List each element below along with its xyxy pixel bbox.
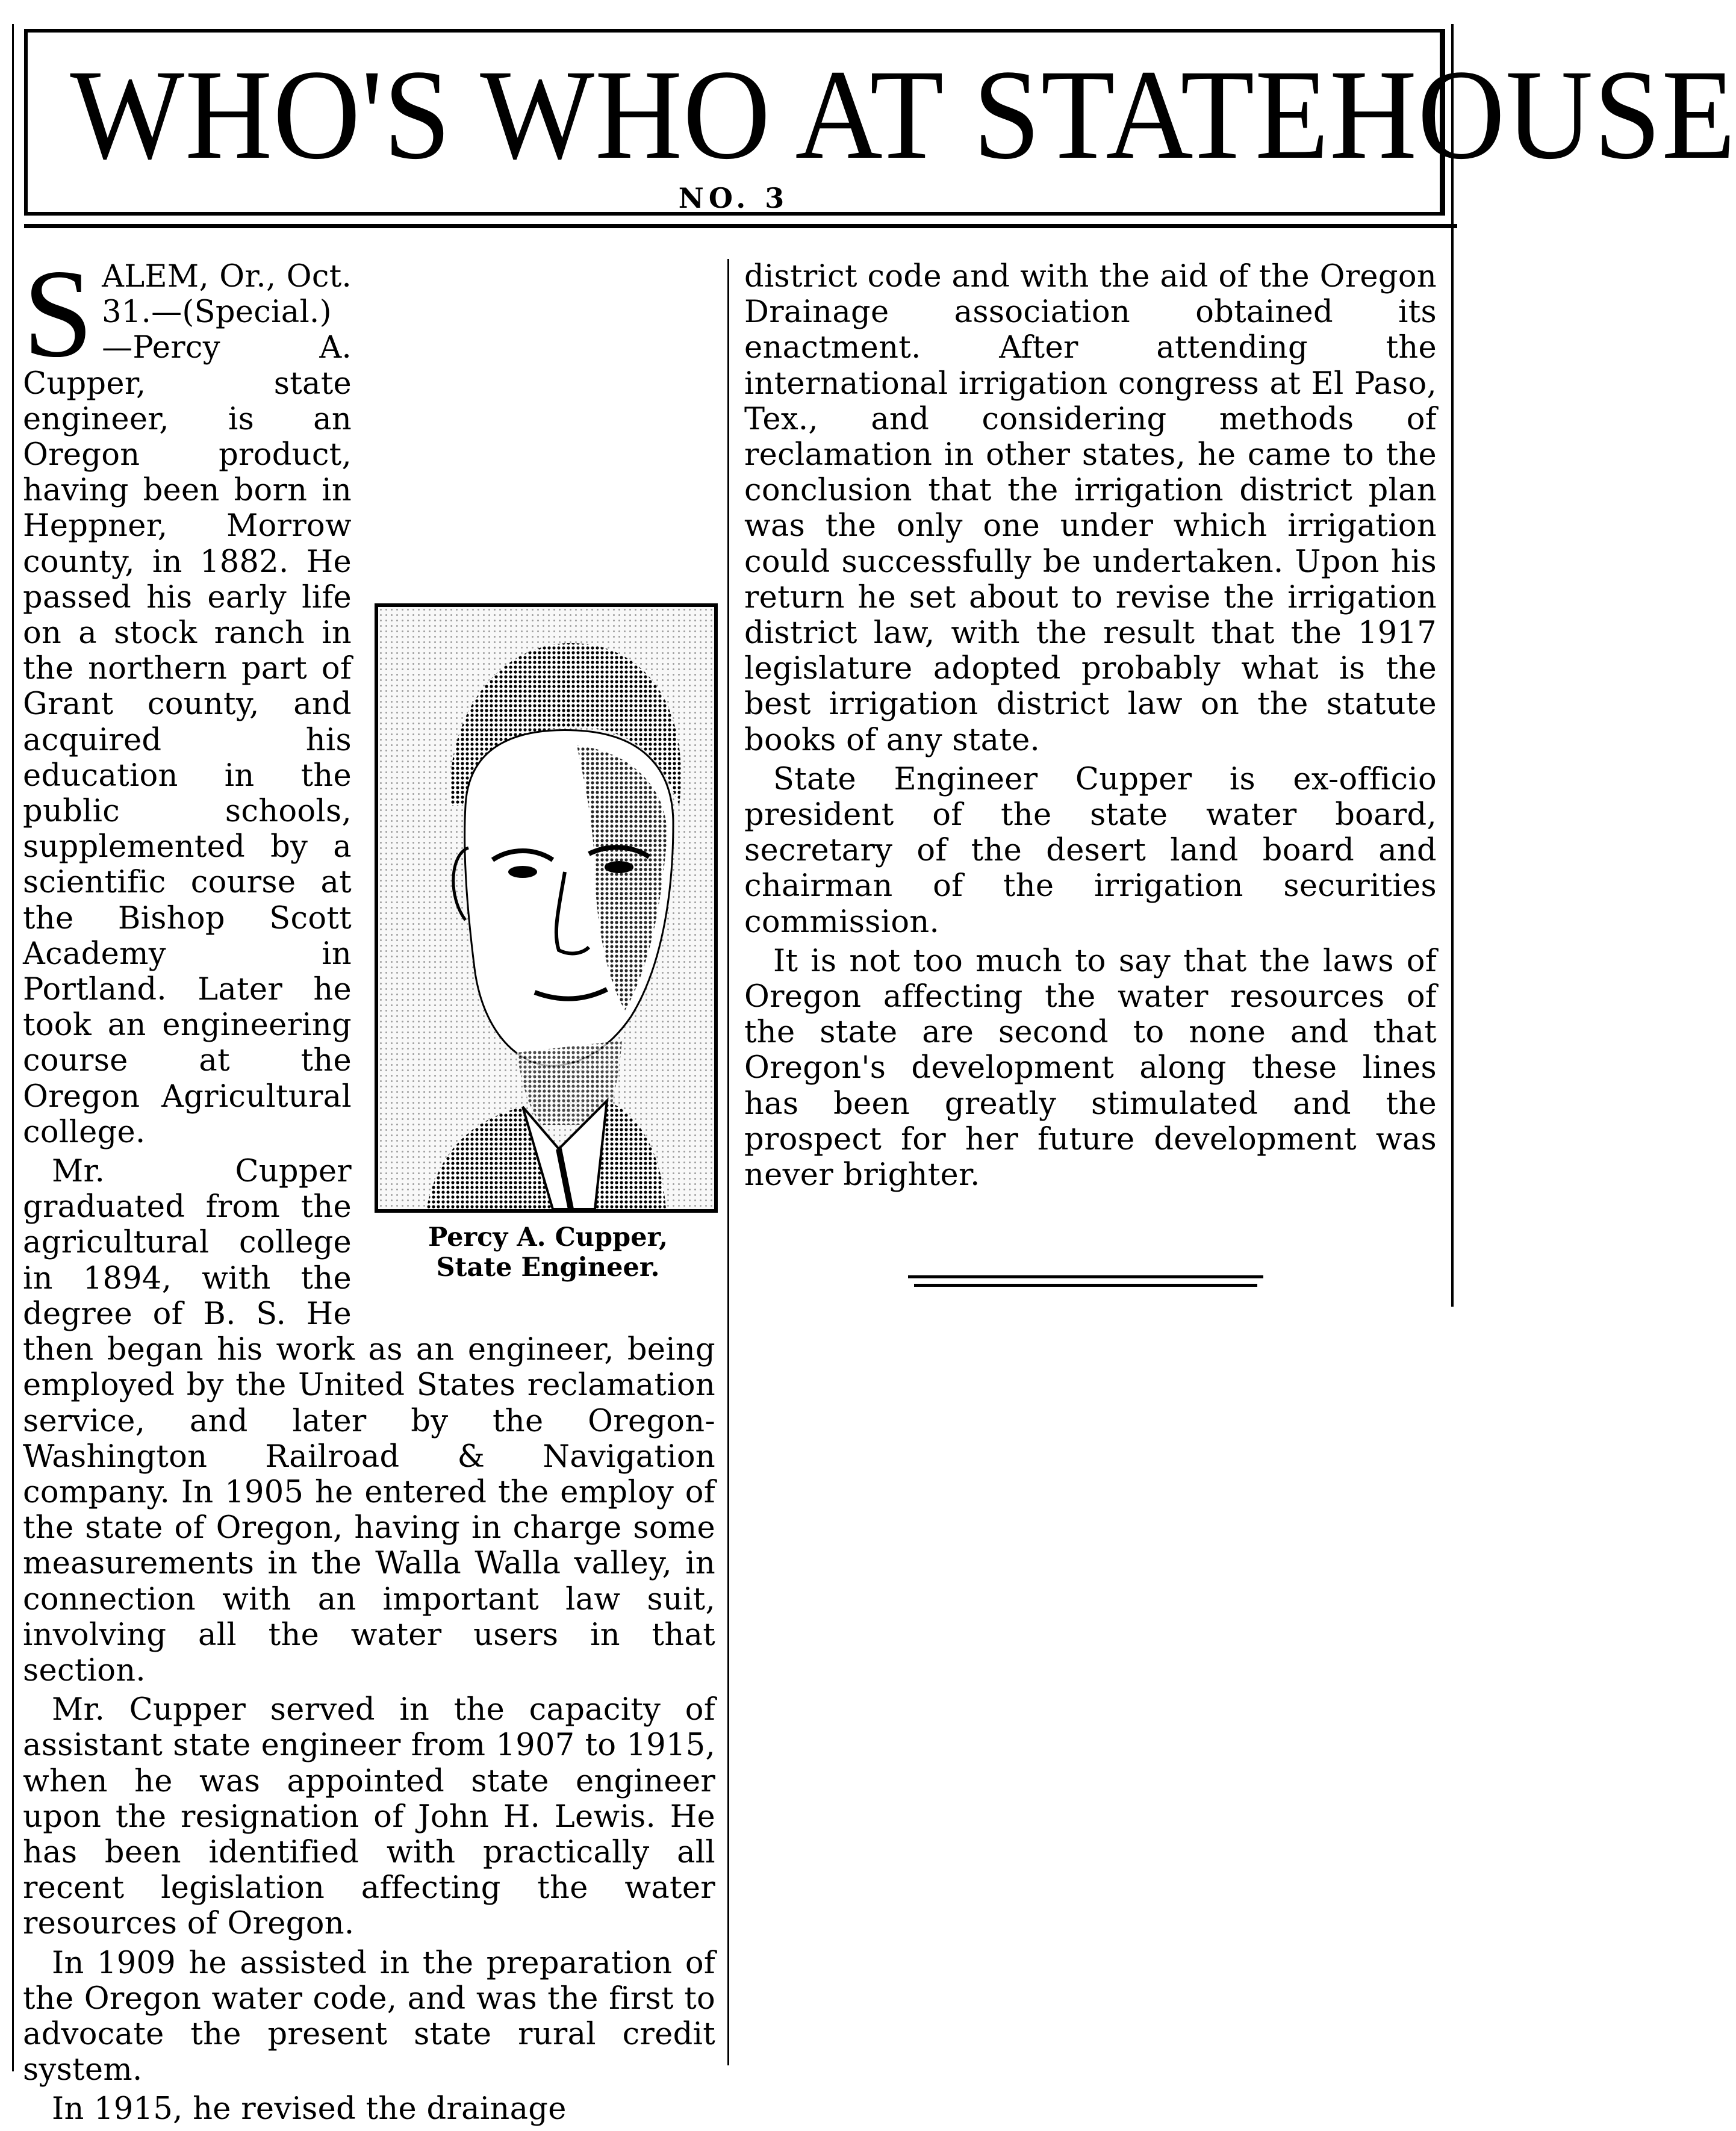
- paragraph-3: Mr. Cupper served in the capacity of assistant state engineer from 1907 to 1915, when he was appointed state engineer upon the resignation of John H. Lewis. He has been identified with practically all recent legislation affecting the water resources of Oregon.: [23, 1692, 715, 1942]
- caption-title: State Engineer.: [436, 1252, 660, 1283]
- header-underline: [24, 224, 1457, 228]
- paragraph-5-start: In 1915, he revised the drainage: [52, 2091, 567, 2127]
- portrait-caption: [373, 1222, 723, 1283]
- article-column-2: [744, 259, 1437, 1196]
- headline: WHO'S WHO AT STATEHOUSE: [70, 43, 1736, 186]
- drop-cap: S: [23, 244, 94, 384]
- caption-name: Percy A. Cupper,: [428, 1222, 668, 1252]
- column-divider: [727, 259, 729, 2065]
- portrait-photo: [375, 603, 718, 1213]
- paragraph-7: It is not too much to say that the laws of Oregon affecting the water resources of the state are second to none and that Oregon's development along these lines has been greatly stimulated and the prospect for her future development was never brighter.: [744, 943, 1437, 1193]
- series-number: NO. 3: [678, 182, 789, 214]
- end-of-article-rule: [908, 1275, 1263, 1292]
- paragraph-6: State Engineer Cupper is ex-officio president of the state water board, secretary of the desert land board and chairman of the irrigation securities commission.: [744, 761, 1437, 940]
- right-border-rule: [1451, 24, 1454, 1307]
- paragraph-5-continued: district code and with the aid of the Oregon Drainage association obtained its enactment. After attending the international irrigation congress at El Paso, Tex., and considering methods of reclamation in other states, he came to the conclusion that the irrigation district plan was the only one under which irrigation could successfully be undertaken. Upon his return he set about to revise the irrigation district law, with the result that the 1917 legislature adopted probably what is the best irrigation district law on the statute books of any state.: [744, 259, 1437, 758]
- left-border-rule: [12, 24, 14, 2071]
- portrait-illustration: [378, 607, 714, 1209]
- paragraph-1-text: ALEM, Or., Oct. 31.—(Special.)—Percy A. Cupper, state engineer, is an Oregon product, having been born in Heppner, Morrow county, in 1882. He passed his early life on a stock ranch in the northern part of Grant county, and acquired his education in the public schools, supplemented by a scientific course at the Bishop Scott Academy in Portland. Later he took an engineering course at the Oregon Agricultural college.: [23, 259, 352, 1150]
- headline-box: [24, 29, 1736, 216]
- paragraph-4: In 1909 he assisted in the preparation of the Oregon water code, and was the first to advocate the present state rural credit system.: [23, 1945, 715, 2088]
- paragraph-2: Mr. Cupper graduated from the agricultural college in 1894, with the degree of B. S. He then began his work as an engineer, being employed by the United States reclamation service, and later by the Oregon-Washington Railroad & Navigation company. In 1905 he entered the employ of the state of Oregon, having in charge some measurements in the Walla Walla valley, in connection with an important law suit, involving all the water users in that section.: [23, 1154, 715, 1688]
